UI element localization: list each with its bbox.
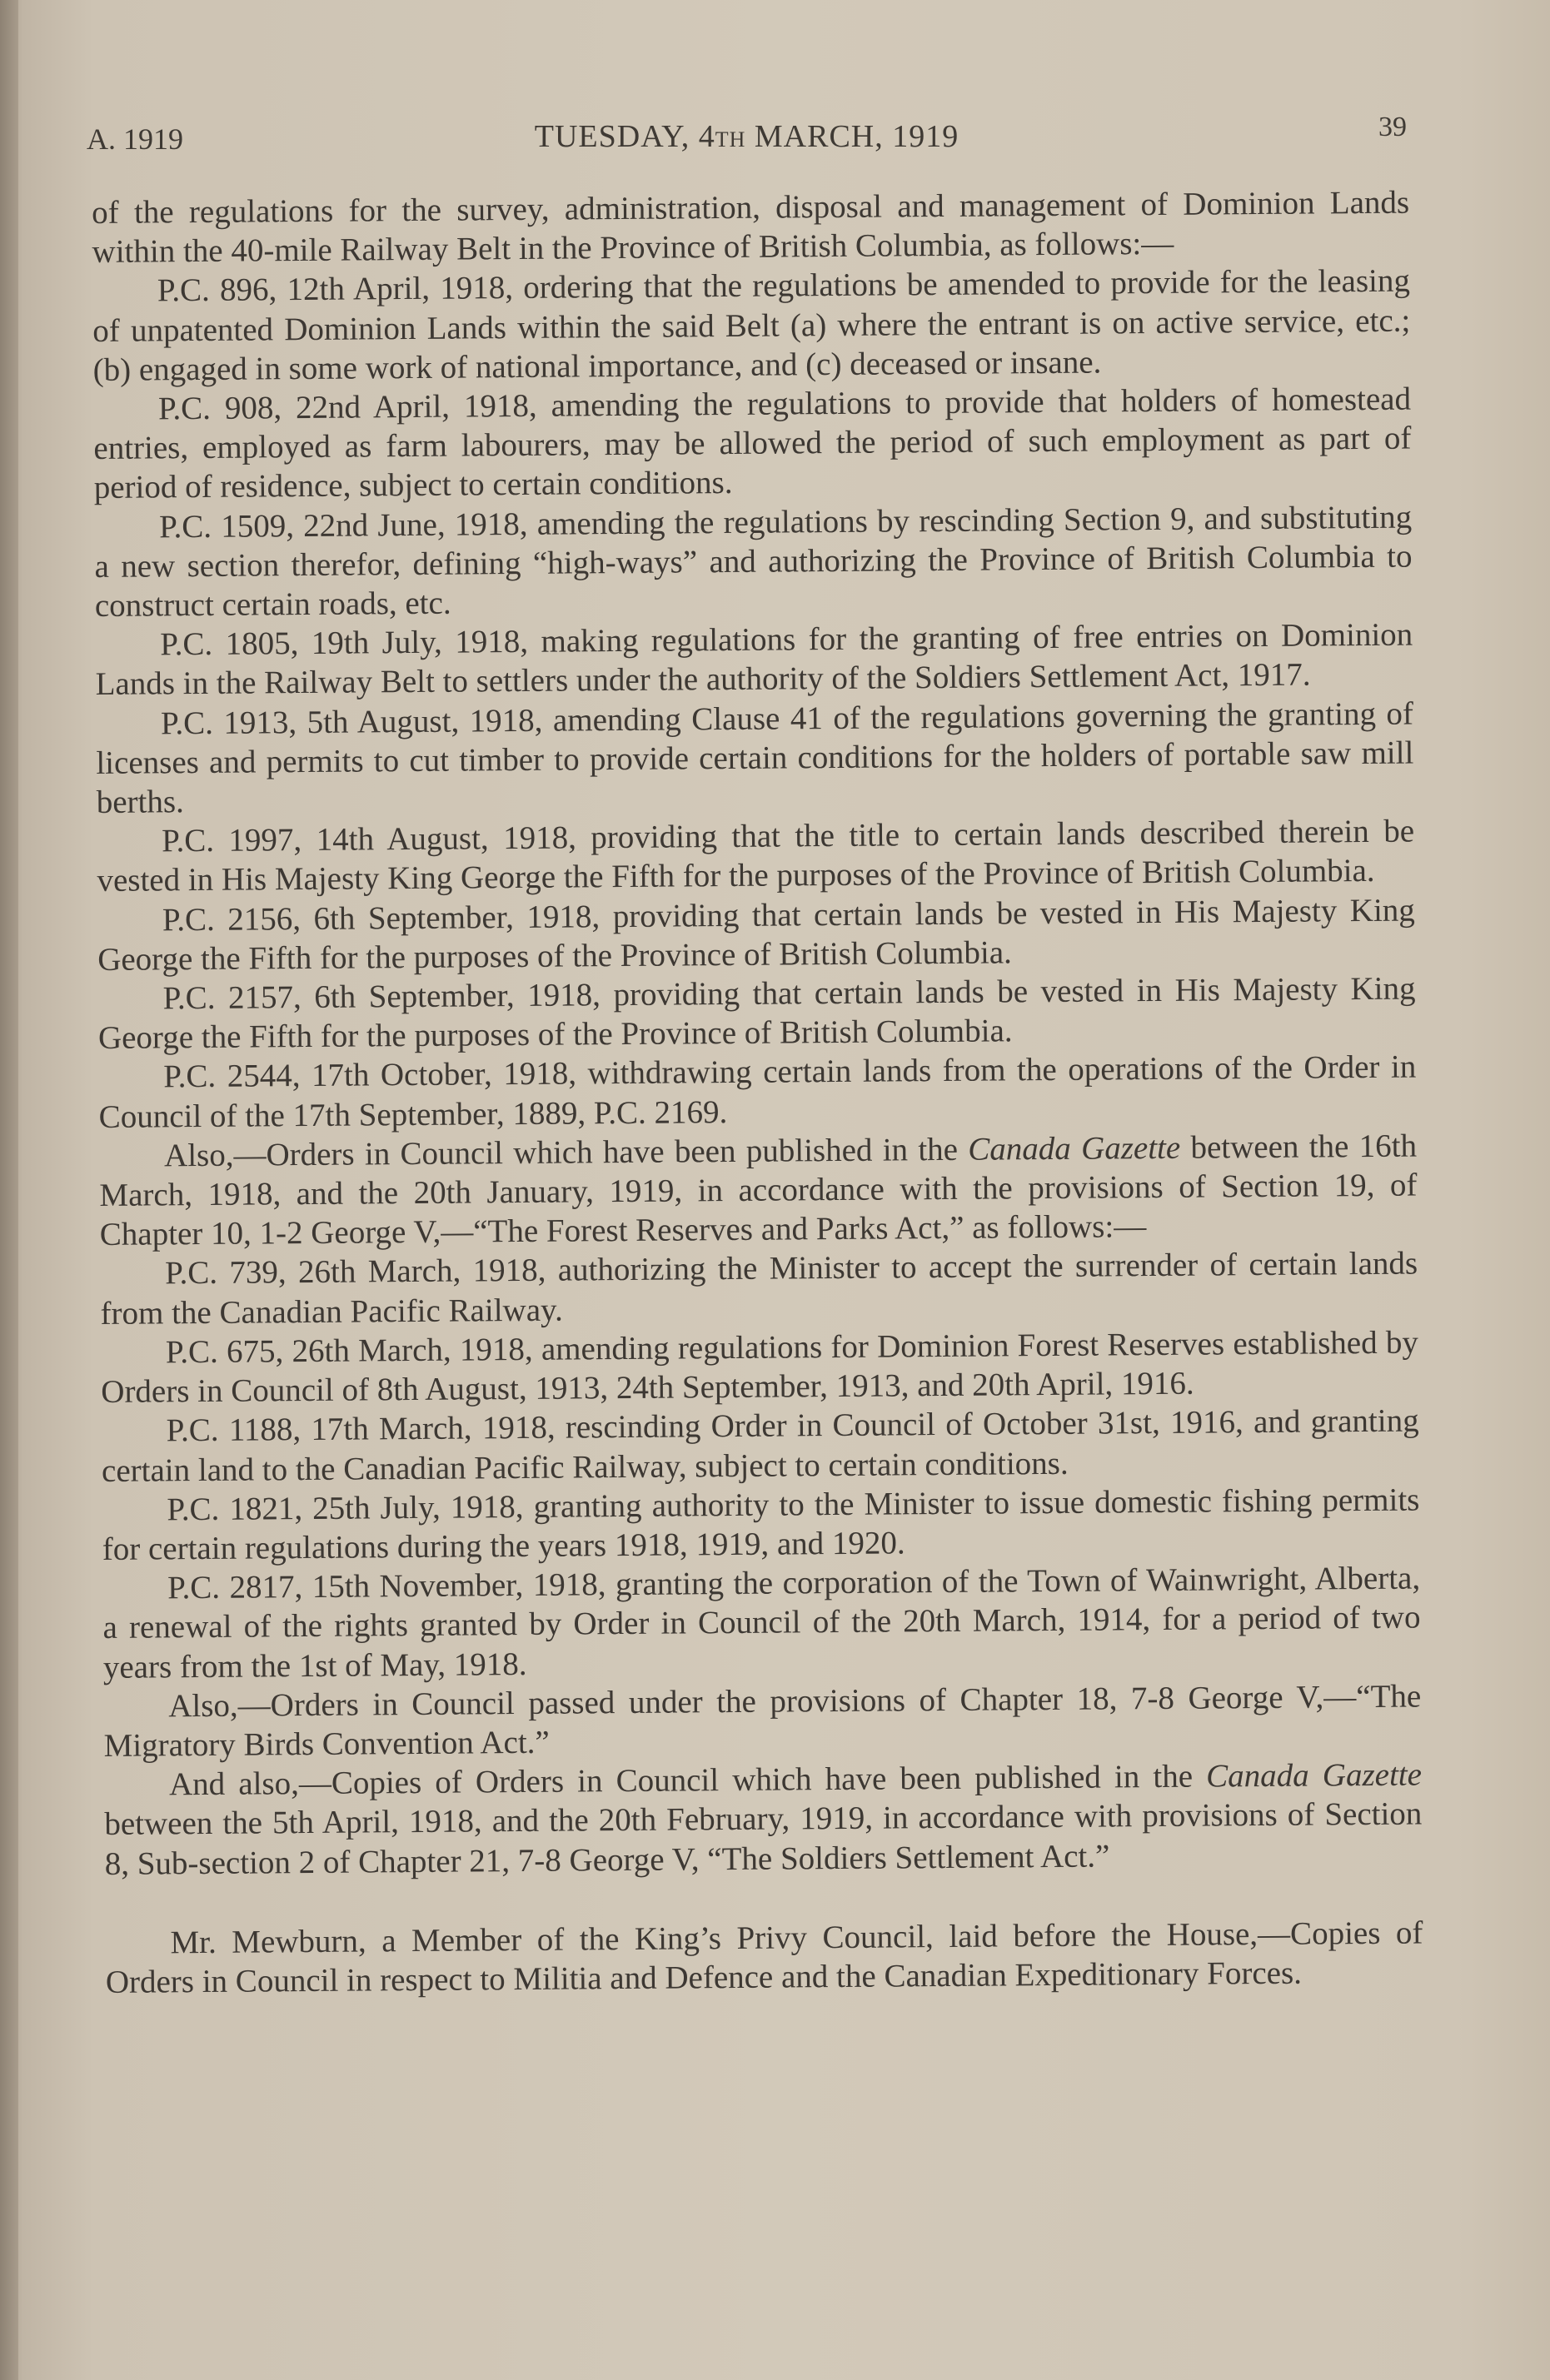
forest-reserves-intro: Also,—Orders in Council which have been published in the: [163, 1131, 969, 1174]
order-pc-1821: P.C. 1821, 25th July, 1918, granting authority to the Minister to issue domestic fishing permits for certain regulations during the years 1918, 1919, and 1920.: [102, 1481, 1420, 1567]
header-date-prefix: TUESDAY, 4: [534, 119, 715, 154]
paragraph-soldiers-settlement: [104, 1755, 1423, 1884]
page-body: [92, 183, 1423, 2002]
soldiers-settlement-rest: between the 5th April, 1918, and the 20th February, 1919, in accordance with provisions of Section 8, Sub-section 2 of Chapter 21, 7-8 George V, “The Soldiers Settlement Act.”: [104, 1795, 1423, 1882]
running-header: [87, 110, 1407, 160]
order-pc-2156: P.C. 2156, 6th September, 1918, providing that certain lands be vested in His Majesty King George the Fifth for the purposes of the Province of British Columbia.: [97, 892, 1415, 978]
order-pc-908: P.C. 908, 22nd April, 1918, amending the regulations to provide that holders of homestead entries, employed as farm labourers, may be allowed the period of such employment as part of period of residence, subject to certain conditions.: [93, 381, 1412, 506]
paragraph-continuation: of the regulations for the survey, administration, disposal and management of Dominion Lands within the 40-mile Railway Belt in the Province of British Columbia, as follows:—: [92, 184, 1410, 271]
order-pc-2817: P.C. 2817, 15th November, 1918, granting the corporation of the Town of Wainwright, Alberta, a renewal of the rights granted by Order in Council of the 20th March, 1914, for a period of two years from the 1st of May, 1918.: [102, 1560, 1421, 1685]
binding-gutter: [0, 0, 18, 2380]
order-pc-2157: P.C. 2157, 6th September, 1918, providing that certain lands be vested in His Majesty King George the Fifth for the purposes of the Province of British Columbia.: [97, 970, 1416, 1057]
paragraph-mewburn: Mr. Mewburn, a Member of the King’s Privy Council, laid before the House,—Copies of Orders in Council in respect to Militia and Defence and the Canadian Expeditionary Forces.: [105, 1914, 1423, 2000]
order-pc-739: P.C. 739, 26th March, 1918, authorizing the Minister to accept the surrender of certain lands from the Canadian Pacific Railway.: [100, 1246, 1418, 1332]
canada-gazette-title: Canada Gazette: [968, 1129, 1181, 1168]
header-year: A. 1919: [87, 122, 183, 156]
page-number: 39: [1378, 112, 1407, 142]
header-date: [87, 118, 1407, 155]
order-pc-1913: P.C. 1913, 5th August, 1918, amending Clause 41 of the regulations governing the granting of licenses and permits to cut timber to provide certain conditions for the holders of portable saw mill berths.: [96, 695, 1414, 821]
order-pc-1805: P.C. 1805, 19th July, 1918, making regulations for the granting of free entries on Dominion Lands in the Railway Belt to settlers under the authority of the Soldiers Settlement Act, 1917.: [95, 616, 1413, 703]
forest-reserves-rest: between the 16th March, 1918, and the 20th January, 1919, in accordance with the provisions of Section 19, of Chapter 10, 1-2 George V,—“The Forest Reserves and Parks Act,” as follows:—: [99, 1128, 1418, 1253]
order-pc-675: P.C. 675, 26th March, 1918, amending regulations for Dominion Forest Reserves established by Orders in Council of 8th August, 1913, 24th September, 1913, and 20th April, 1916.: [101, 1324, 1419, 1411]
soldiers-settlement-intro: And also,—Copies of Orders in Council which have been published in the: [168, 1758, 1207, 1803]
paragraph-migratory-birds: Also,—Orders in Council passed under the provisions of Chapter 18, 7-8 George V,—“The Migratory Birds Convention Act.”: [103, 1678, 1422, 1764]
order-pc-1509: P.C. 1509, 22nd June, 1918, amending the regulations by rescinding Section 9, and substituting a new section therefor, defining “high-ways” and authorizing the Province of British Columbia to construct certain roads, etc.: [94, 499, 1413, 625]
header-date-rest: MARCH, 1919: [745, 119, 959, 154]
order-pc-1997: P.C. 1997, 14th August, 1918, providing that the title to certain lands described therein be vested in His Majesty King George the Fifth for the purposes of the Province of British Columbia.: [97, 813, 1415, 899]
order-pc-896: P.C. 896, 12th April, 1918, ordering that the regulations be amended to provide for the leasing of unpatented Dominion Lands within the said Belt (a) where the entrant is on active service, etc.; (b) engaged in some work of national importance, and (c) deceased or insane.: [92, 262, 1411, 388]
order-pc-1188: P.C. 1188, 17th March, 1918, rescinding Order in Council of October 31st, 1916, and granting certain land to the Canadian Pacific Railway, subject to certain conditions.: [101, 1402, 1419, 1489]
canada-gazette-title: Canada Gazette: [1206, 1756, 1423, 1795]
paragraph-forest-reserves: [99, 1126, 1418, 1254]
order-pc-2544: P.C. 2544, 17th October, 1918, withdrawing certain lands from the operations of the Order in Council of the 17th September, 1889, P.C. 2169.: [98, 1049, 1417, 1135]
header-date-suffix: TH: [715, 127, 746, 152]
